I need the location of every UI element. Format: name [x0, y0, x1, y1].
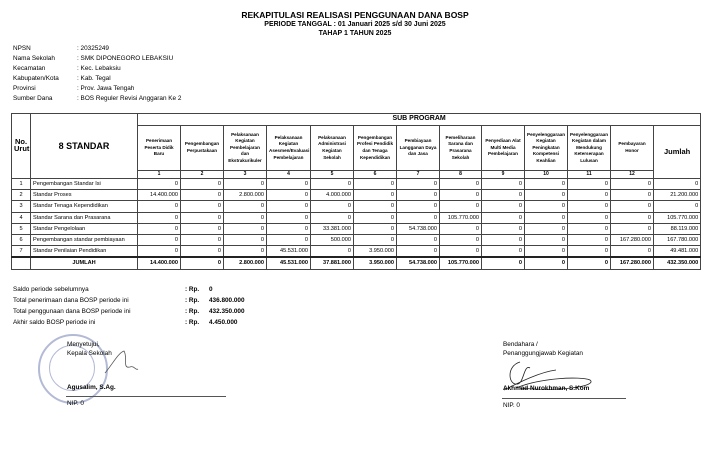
summary-total-receipts: Total penerimaan dana BOSP periode ini : Rp. 436.800.000	[13, 297, 245, 304]
summary	[13, 284, 245, 328]
row-value: 0	[138, 223, 181, 234]
principal-name: Agusalim, S.Ag.	[67, 384, 116, 391]
row-number: 3	[12, 201, 31, 212]
divider	[66, 396, 226, 397]
row-value: 0	[181, 234, 224, 245]
row-value: 0	[267, 179, 311, 190]
col-num: 3	[224, 171, 267, 179]
row-total: 0	[654, 201, 701, 212]
row-value: 0	[138, 201, 181, 212]
row-value: 0	[224, 179, 267, 190]
signature-treasurer: Bendahara / Penanggungjawab Kegiatan Akhmad Nurokhman, S.Kom	[503, 341, 590, 392]
col-num: 6	[354, 171, 397, 179]
row-number: 1	[12, 179, 31, 190]
info-school-name: Nama Sekolah : SMK DIPONEGORO LEBAKSIU	[13, 55, 174, 62]
col-8-standar: 8 STANDAR	[31, 114, 138, 179]
row-value: 0	[568, 212, 611, 223]
row-value: 0	[224, 212, 267, 223]
row-value: 0	[482, 223, 525, 234]
row-value: 0	[354, 201, 397, 212]
row-value: 0	[525, 234, 568, 245]
row-value: 0	[440, 201, 482, 212]
row-value: 0	[440, 234, 482, 245]
row-standard: Pengembangan Standar Isi	[31, 179, 138, 190]
row-value: 500.000	[311, 234, 354, 245]
col-sub-9: Penyediaan Alat Multi Media Pembelajaran	[482, 126, 525, 171]
row-standard: Standar Tenaga Kependidikan	[31, 201, 138, 212]
table-row	[12, 246, 701, 258]
row-value: 0	[397, 212, 440, 223]
row-value: 0	[440, 223, 482, 234]
total-value: 2.800.000	[224, 257, 267, 269]
row-value: 45.531.000	[267, 246, 311, 258]
row-value: 0	[354, 190, 397, 201]
row-value: 0	[267, 212, 311, 223]
table-row	[12, 234, 701, 245]
row-value: 0	[181, 212, 224, 223]
row-standard: Pengembangan standar pembiayaan	[31, 234, 138, 245]
row-value: 0	[311, 246, 354, 258]
total-value: 167.280.000	[611, 257, 654, 269]
row-value: 0	[181, 190, 224, 201]
row-value: 4.000.000	[311, 190, 354, 201]
total-value: 3.950.000	[354, 257, 397, 269]
total-value: 105.770.000	[440, 257, 482, 269]
row-value: 33.381.000	[311, 223, 354, 234]
row-value: 0	[181, 246, 224, 258]
row-value: 14.400.000	[138, 190, 181, 201]
row-number: 7	[12, 246, 31, 258]
report-header	[0, 10, 710, 38]
row-number: 4	[12, 212, 31, 223]
total-value: 14.400.000	[138, 257, 181, 269]
col-sub-12: Pembayaran Honor	[611, 126, 654, 171]
row-total: 88.119.000	[654, 223, 701, 234]
info-regency: Kabupaten/Kota : Kab. Tegal	[13, 75, 111, 82]
row-total: 49.481.000	[654, 246, 701, 258]
col-sub-2: Pengembangan Perpustakaan	[181, 126, 224, 171]
total-row	[12, 257, 701, 269]
row-value: 0	[311, 212, 354, 223]
row-standard: Standar Proses	[31, 190, 138, 201]
row-value: 0	[354, 212, 397, 223]
col-num: 8	[440, 171, 482, 179]
row-total: 105.770.000	[654, 212, 701, 223]
row-value: 0	[138, 234, 181, 245]
info-province: Provinsi : Prov. Jawa Tengah	[13, 85, 135, 92]
row-total: 21.200.000	[654, 190, 701, 201]
row-value: 0	[525, 190, 568, 201]
row-value: 0	[568, 179, 611, 190]
row-number: 5	[12, 223, 31, 234]
col-num: 9	[482, 171, 525, 179]
info-fund-source: Sumber Dana : BOS Reguler Revisi Anggaran Ke 2	[13, 95, 182, 102]
col-sub-1: Penerimaan Peserta Didik Baru	[138, 126, 181, 171]
row-value: 0	[354, 234, 397, 245]
empty-cell	[12, 257, 31, 269]
treasurer-nip: NIP. 0	[503, 402, 520, 409]
report-period: PERIODE TANGGAL : 01 Januari 2025 s/d 30 Juni 2025	[264, 21, 446, 28]
row-value: 0	[138, 212, 181, 223]
col-num: 1	[138, 171, 181, 179]
total-value: 0	[482, 257, 525, 269]
recap-table	[11, 113, 701, 270]
row-number: 2	[12, 190, 31, 201]
row-value: 0	[440, 179, 482, 190]
row-value: 0	[525, 201, 568, 212]
row-number: 6	[12, 234, 31, 245]
row-value: 0	[568, 201, 611, 212]
col-num: 7	[397, 171, 440, 179]
row-value: 0	[311, 179, 354, 190]
signature-principal: Menyetujui, Kepala Sekolah Agusalim, S.Ag.	[67, 341, 116, 391]
treasurer-name: Akhmad Nurokhman, S.Kom	[503, 385, 590, 392]
total-value: 37.881.000	[311, 257, 354, 269]
col-jumlah: Jumlah	[654, 126, 701, 179]
col-num: 12	[611, 171, 654, 179]
row-value: 0	[181, 179, 224, 190]
row-value: 0	[397, 190, 440, 201]
row-value: 0	[354, 179, 397, 190]
row-value: 0	[224, 246, 267, 258]
row-value: 0	[568, 246, 611, 258]
table-row	[12, 190, 701, 201]
total-value: 0	[568, 257, 611, 269]
row-value: 0	[224, 234, 267, 245]
row-value: 2.800.000	[224, 190, 267, 201]
total-label: JUMLAH	[31, 257, 138, 269]
row-value: 0	[267, 201, 311, 212]
col-no-urut: No. Urut	[12, 114, 31, 179]
principal-nip: NIP. 0	[67, 400, 84, 407]
report-stage: TAHAP 1 TAHUN 2025	[318, 30, 392, 37]
info-district: Kecamatan : Kec. Lebaksiu	[13, 65, 121, 72]
row-value: 0	[482, 246, 525, 258]
row-standard: Standar Pengelolaan	[31, 223, 138, 234]
row-value: 0	[611, 190, 654, 201]
row-value: 0	[482, 201, 525, 212]
row-value: 54.738.000	[397, 223, 440, 234]
row-value: 0	[611, 201, 654, 212]
divider	[502, 398, 626, 399]
row-value: 0	[224, 223, 267, 234]
row-value: 0	[138, 246, 181, 258]
col-num: 4	[267, 171, 311, 179]
row-value: 0	[482, 179, 525, 190]
row-value: 0	[525, 212, 568, 223]
row-value: 0	[267, 190, 311, 201]
col-num: 10	[525, 171, 568, 179]
row-value: 0	[224, 201, 267, 212]
col-sub-10: Penyelenggaraan Kegiatan Peningkatan Kompetensi Keahlian	[525, 126, 568, 171]
col-sub-7: Pembiayaan Langganan Daya dan Jasa	[397, 126, 440, 171]
row-value: 0	[525, 246, 568, 258]
col-sub-6: Pengembangan Profesi Pendidik dan Tenaga Kependidikan	[354, 126, 397, 171]
row-value: 0	[568, 234, 611, 245]
table-row	[12, 212, 701, 223]
total-value: 45.531.000	[267, 257, 311, 269]
row-value: 0	[525, 223, 568, 234]
total-value: 0	[525, 257, 568, 269]
col-sub-8: Pemeliharaan Sarana dan Prasarana Sekolah	[440, 126, 482, 171]
row-value: 0	[354, 223, 397, 234]
row-value: 0	[397, 179, 440, 190]
row-value: 0	[181, 223, 224, 234]
total-value: 54.738.000	[397, 257, 440, 269]
table-row	[12, 223, 701, 234]
col-sub-5: Pelaksanaan Administrasi Kegiatan Sekolah	[311, 126, 354, 171]
row-value: 0	[482, 212, 525, 223]
summary-ending-balance: Akhir saldo BOSP periode ini : Rp. 4.450.000	[13, 319, 238, 326]
row-value: 0	[311, 201, 354, 212]
col-num: 11	[568, 171, 611, 179]
col-num: 5	[311, 171, 354, 179]
col-sub-11: Penyelenggaraan Kegiatan dalam Mendukung Keterserapan Lulusan	[568, 126, 611, 171]
row-value: 0	[397, 201, 440, 212]
row-value: 105.770.000	[440, 212, 482, 223]
row-value: 167.280.000	[611, 234, 654, 245]
row-value: 0	[138, 179, 181, 190]
row-value: 0	[440, 246, 482, 258]
summary-previous-balance: Saldo periode sebelumnya : Rp. 0	[13, 286, 213, 293]
row-value: 0	[482, 190, 525, 201]
row-value: 0	[482, 234, 525, 245]
row-value: 0	[611, 246, 654, 258]
row-value: 3.950.000	[354, 246, 397, 258]
total-value: 0	[181, 257, 224, 269]
col-sub-program: SUB PROGRAM	[138, 114, 701, 126]
row-value: 0	[525, 179, 568, 190]
col-sub-3: Pelaksanaan Kegiatan Pembelajaran dan Ekstrakurikuler	[224, 126, 267, 171]
info-npsn: NPSN : 20325249	[13, 45, 109, 52]
row-standard: Standar Sarana dan Prasarana	[31, 212, 138, 223]
row-total: 167.780.000	[654, 234, 701, 245]
row-total: 0	[654, 179, 701, 190]
grand-total: 432.350.000	[654, 257, 701, 269]
school-info	[13, 44, 181, 104]
row-standard: Standar Penilaian Pendidikan	[31, 246, 138, 258]
table-row	[12, 201, 701, 212]
table-row	[12, 179, 701, 190]
col-num: 2	[181, 171, 224, 179]
report-title: REKAPITULASI REALISASI PENGGUNAAN DANA BOSP	[241, 10, 469, 20]
row-value: 0	[267, 234, 311, 245]
summary-total-usage: Total penggunaan dana BOSP periode ini : Rp. 432.350.000	[13, 308, 245, 315]
row-value: 0	[397, 234, 440, 245]
row-value: 0	[611, 223, 654, 234]
row-value: 0	[440, 190, 482, 201]
row-value: 0	[568, 223, 611, 234]
col-sub-4: Pelaksanaan Kegiatan Asesmen/Evaluasi Pembelajaran	[267, 126, 311, 171]
row-value: 0	[611, 179, 654, 190]
row-value: 0	[267, 223, 311, 234]
row-value: 0	[611, 212, 654, 223]
row-value: 0	[397, 246, 440, 258]
row-value: 0	[181, 201, 224, 212]
row-value: 0	[568, 190, 611, 201]
